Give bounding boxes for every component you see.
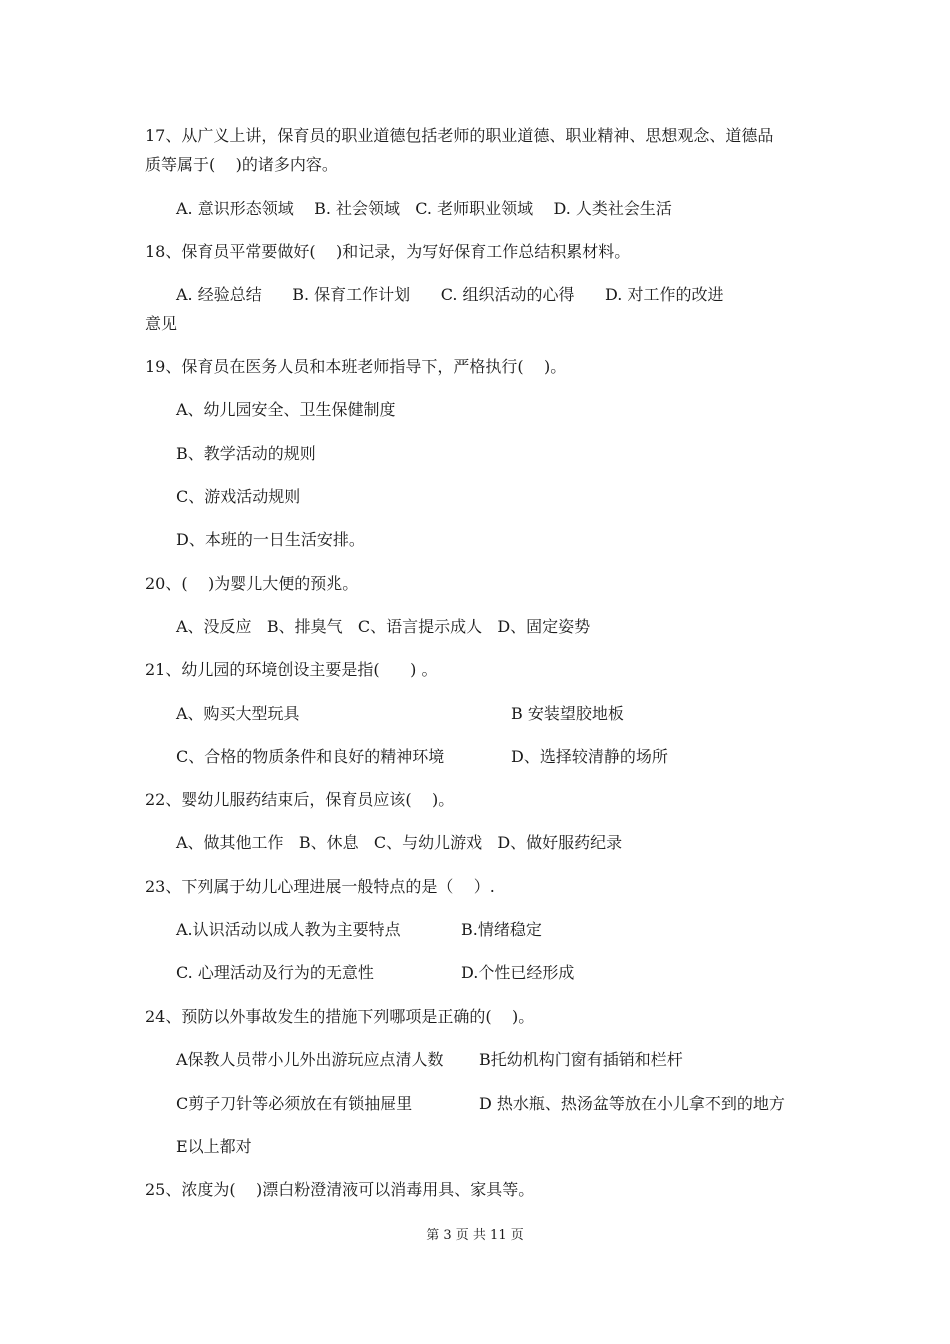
q24-stem: 24、预防以外事故发生的措施下列哪项是正确的( )。 [145,1007,535,1026]
q19-option-b: B、教学活动的规则 [176,444,316,463]
q19-stem: 19、保育员在医务人员和本班老师指导下，严格执行( )。 [145,357,567,376]
q21-option-b: B 安装望胶地板 [511,704,624,723]
q19-option-c: C、游戏活动规则 [176,487,301,506]
page-number-footer: 第 3 页 共 11 页 [426,1228,524,1243]
q17-stem-line1: 17、从广义上讲，保育员的职业道德包括老师的职业道德、职业精神、思想观念、道德品 [145,126,774,145]
q24-option-d: D 热水瓶、热汤盆等放在小儿拿不到的地方 [479,1094,785,1113]
q20-stem: 20、( )为婴儿大便的预兆。 [145,574,359,593]
q21-option-d: D、选择较清静的场所 [511,747,668,766]
q21-option-c: C、合格的物质条件和良好的精神环境 [176,747,445,766]
q21-stem: 21、幼儿园的环境创设主要是指( ) 。 [145,660,438,679]
q23-option-b: B.情绪稳定 [461,920,542,939]
q17-stem-line2: 质等属于( )的诸多内容。 [145,155,338,174]
q24-option-a: A保教人员带小儿外出游玩应点清人数 [176,1050,444,1069]
q23-option-a: A.认识活动以成人教为主要特点 [176,920,401,939]
q21-option-a: A、购买大型玩具 [176,704,300,723]
q24-option-e: E以上都对 [176,1137,252,1156]
q23-stem: 23、下列属于幼儿心理进展一般特点的是（ ）. [145,877,495,896]
q18-options-line2: 意见 [145,314,178,333]
q20-options: A、没反应 B、排臭气 C、语言提示成人 D、固定姿势 [176,617,591,636]
q22-stem: 22、婴幼儿服药结束后，保育员应该( )。 [145,790,455,809]
q18-stem: 18、保育员平常要做好( )和记录，为写好保育工作总结积累材料。 [145,242,631,261]
q24-option-c: C剪子刀针等必须放在有锁抽屉里 [176,1094,413,1113]
q18-options-line1: A. 经验总结 B. 保育工作计划 C. 组织活动的心得 D. 对工作的改进 [176,285,724,304]
q22-options: A、做其他工作 B、休息 C、与幼儿游戏 D、做好服药纪录 [176,833,623,852]
q19-option-d: D、本班的一日生活安排。 [176,530,365,549]
q24-option-b: B托幼机构门窗有插销和栏杆 [479,1050,683,1069]
q17-options: A. 意识形态领域 B. 社会领域 C. 老师职业领域 D. 人类社会生活 [176,199,672,218]
q23-option-c: C. 心理活动及行为的无意性 [176,963,374,982]
q25-stem: 25、浓度为( )漂白粉澄清液可以消毒用具、家具等。 [145,1180,535,1199]
q23-option-d: D.个性已经形成 [461,963,575,982]
q19-option-a: A、幼儿园安全、卫生保健制度 [176,400,396,419]
